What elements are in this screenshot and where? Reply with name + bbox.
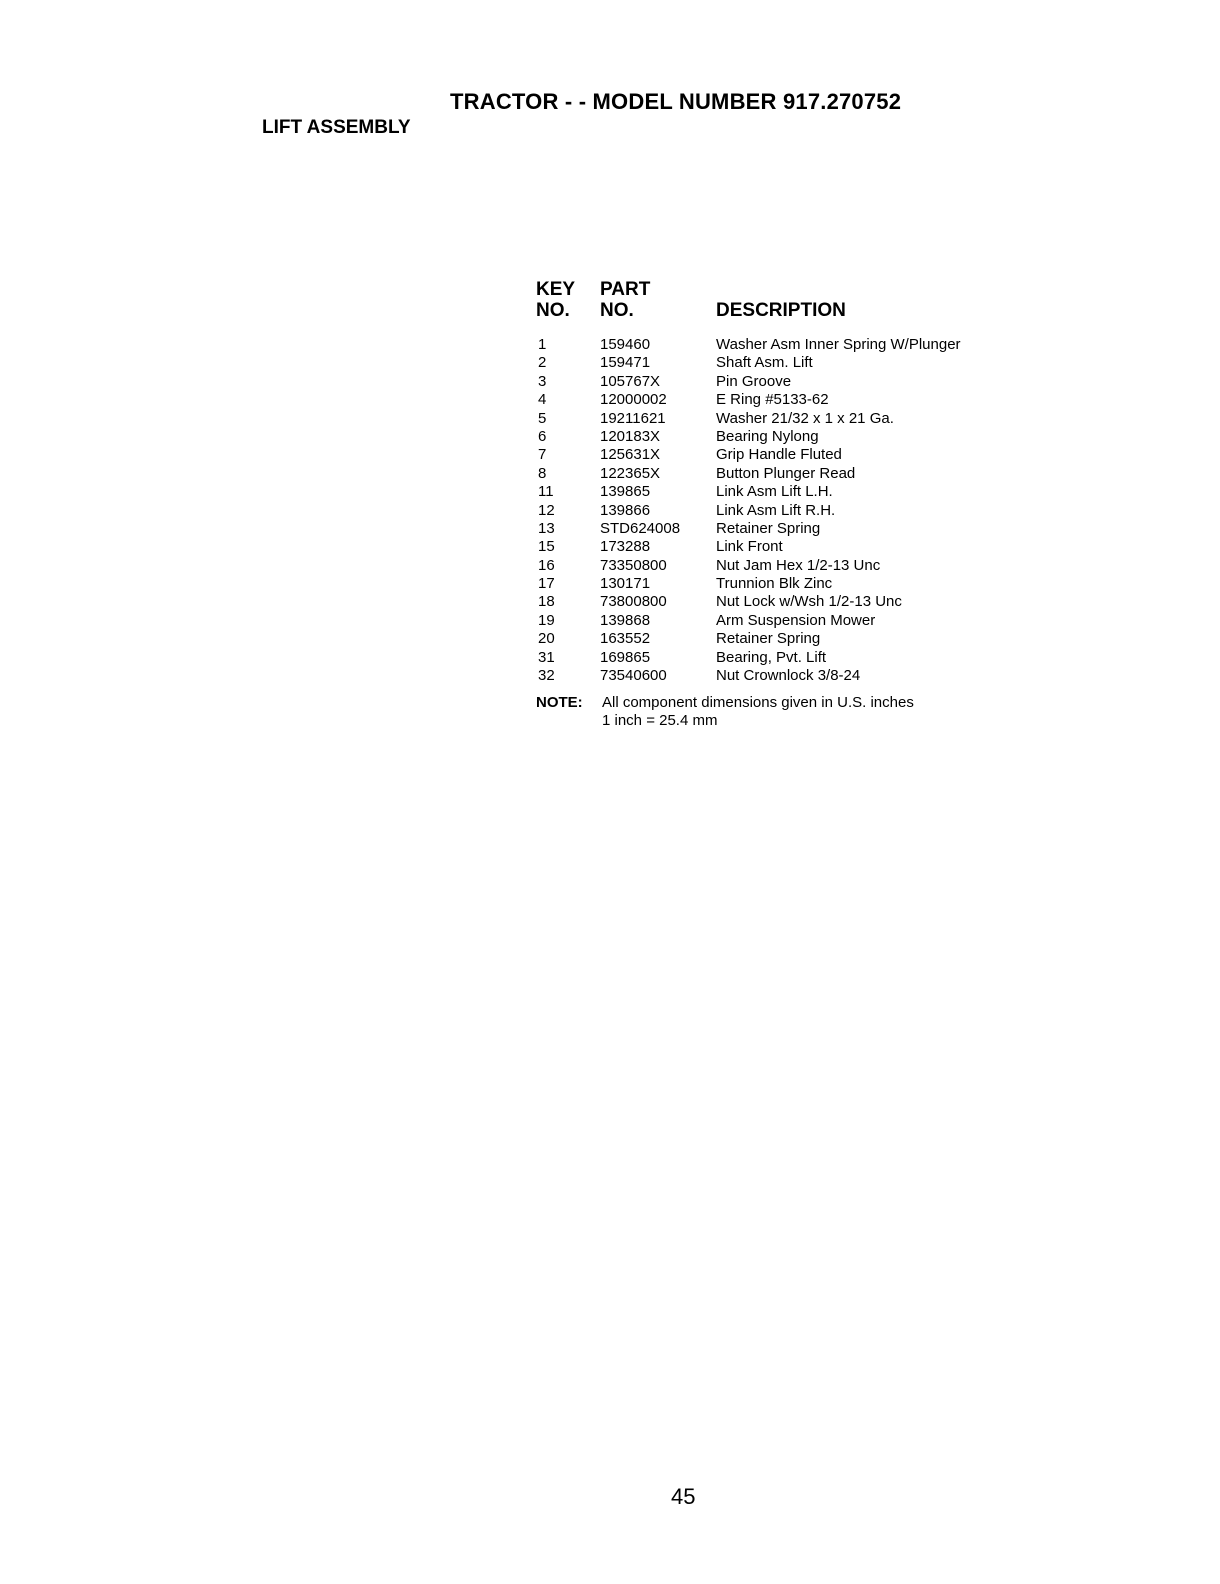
part-no-cell: 159460 [600, 336, 651, 353]
part-no-cell: STD624008 [600, 519, 681, 537]
key-no-cell: 19 [538, 611, 555, 629]
description-cell: Retainer Spring [716, 630, 821, 648]
table-row [536, 483, 1016, 501]
key-no-cell: 17 [538, 575, 555, 593]
table-row [536, 630, 1016, 648]
description-cell: Shaft Asm. Lift [716, 354, 813, 372]
note-text-line1: All component dimensions given in U.S. inches [602, 694, 914, 711]
table-row [536, 667, 1016, 685]
description-cell: Link Front [716, 538, 783, 556]
key-no-cell: 8 [538, 464, 547, 482]
part-no-cell: 122365X [600, 464, 661, 482]
key-no-cell: 1 [538, 336, 547, 353]
description-cell: Button Plunger Read [716, 464, 856, 482]
description-cell: Washer Asm Inner Spring W/Plunger [716, 336, 961, 353]
table-row [536, 649, 1016, 667]
key-no-cell: 2 [538, 354, 547, 372]
key-no-header-line1: KEY [536, 279, 576, 300]
key-no-cell: 13 [538, 519, 555, 537]
part-no-cell: 159471 [600, 354, 651, 372]
key-no-cell: 18 [538, 593, 555, 611]
table-row [536, 593, 1016, 611]
description-cell: Link Asm Lift L.H. [716, 483, 833, 501]
table-row [536, 428, 1016, 446]
key-no-cell: 32 [538, 667, 555, 685]
key-no-cell: 11 [538, 483, 554, 501]
part-no-cell: 139865 [600, 483, 651, 501]
part-no-cell: 163552 [600, 630, 651, 648]
key-no-cell: 31 [538, 648, 555, 666]
key-no-cell: 12 [538, 501, 555, 519]
part-no-cell: 139866 [600, 501, 651, 519]
description-cell: Bearing, Pvt. Lift [716, 648, 827, 666]
table-row [536, 612, 1016, 630]
description-cell: Grip Handle Fluted [716, 446, 842, 464]
table-row [536, 446, 1016, 464]
description-cell: Retainer Spring [716, 519, 821, 537]
description-cell: E Ring #5133-62 [716, 391, 829, 409]
description-cell: Nut Lock w/Wsh 1/2-13 Unc [716, 593, 902, 611]
part-no-cell: 120183X [600, 427, 661, 445]
note-text-line2: 1 inch = 25.4 mm [602, 712, 718, 729]
description-cell: Nut Crownlock 3/8-24 [716, 667, 861, 685]
section-title: LIFT ASSEMBLY [262, 117, 411, 138]
table-row [536, 575, 1016, 593]
key-no-cell: 3 [538, 372, 547, 390]
table-row [536, 557, 1016, 575]
note-label: NOTE: [536, 694, 583, 711]
key-no-cell: 6 [538, 427, 547, 445]
description-cell: Arm Suspension Mower [716, 611, 876, 629]
part-no-cell: 105767X [600, 372, 661, 390]
table-row [536, 465, 1016, 483]
description-header: DESCRIPTION [716, 300, 846, 321]
table-row [536, 410, 1016, 428]
description-cell: Trunnion Blk Zinc [716, 575, 833, 593]
part-no-cell: 139868 [600, 611, 651, 629]
table-row [536, 391, 1016, 409]
part-no-cell: 125631X [600, 446, 661, 464]
key-no-cell: 5 [538, 409, 547, 427]
table-row [536, 373, 1016, 391]
part-no-cell: 169865 [600, 648, 651, 666]
page-number: 45 [671, 1484, 696, 1509]
key-no-cell: 7 [538, 446, 547, 464]
part-no-cell: 73800800 [600, 593, 667, 611]
table-row [536, 520, 1016, 538]
part-no-cell: 173288 [600, 538, 651, 556]
part-no-cell: 12000002 [600, 391, 667, 409]
part-no-cell: 19211621 [600, 409, 666, 427]
part-no-header-line2: NO. [600, 300, 634, 321]
table-row [536, 502, 1016, 520]
key-no-cell: 16 [538, 556, 555, 574]
key-no-header-line2: NO. [536, 300, 570, 321]
table-row [536, 336, 1016, 354]
part-no-cell: 130171 [600, 575, 651, 593]
description-cell: Link Asm Lift R.H. [716, 501, 836, 519]
key-no-cell: 15 [538, 538, 555, 556]
table-row [536, 354, 1016, 372]
document-title: TRACTOR - - MODEL NUMBER 917.270752 [450, 89, 902, 114]
key-no-cell: 4 [538, 391, 547, 409]
parts-rows [536, 336, 1016, 685]
part-no-header-line1: PART [600, 279, 651, 300]
part-no-cell: 73540600 [600, 667, 667, 685]
description-cell: Nut Jam Hex 1/2-13 Unc [716, 556, 881, 574]
part-no-cell: 73350800 [600, 556, 667, 574]
description-cell: Washer 21/32 x 1 x 21 Ga. [716, 409, 894, 427]
description-cell: Pin Groove [716, 372, 792, 390]
description-cell: Bearing Nylong [716, 427, 819, 445]
key-no-cell: 20 [538, 630, 555, 648]
table-row [536, 538, 1016, 556]
